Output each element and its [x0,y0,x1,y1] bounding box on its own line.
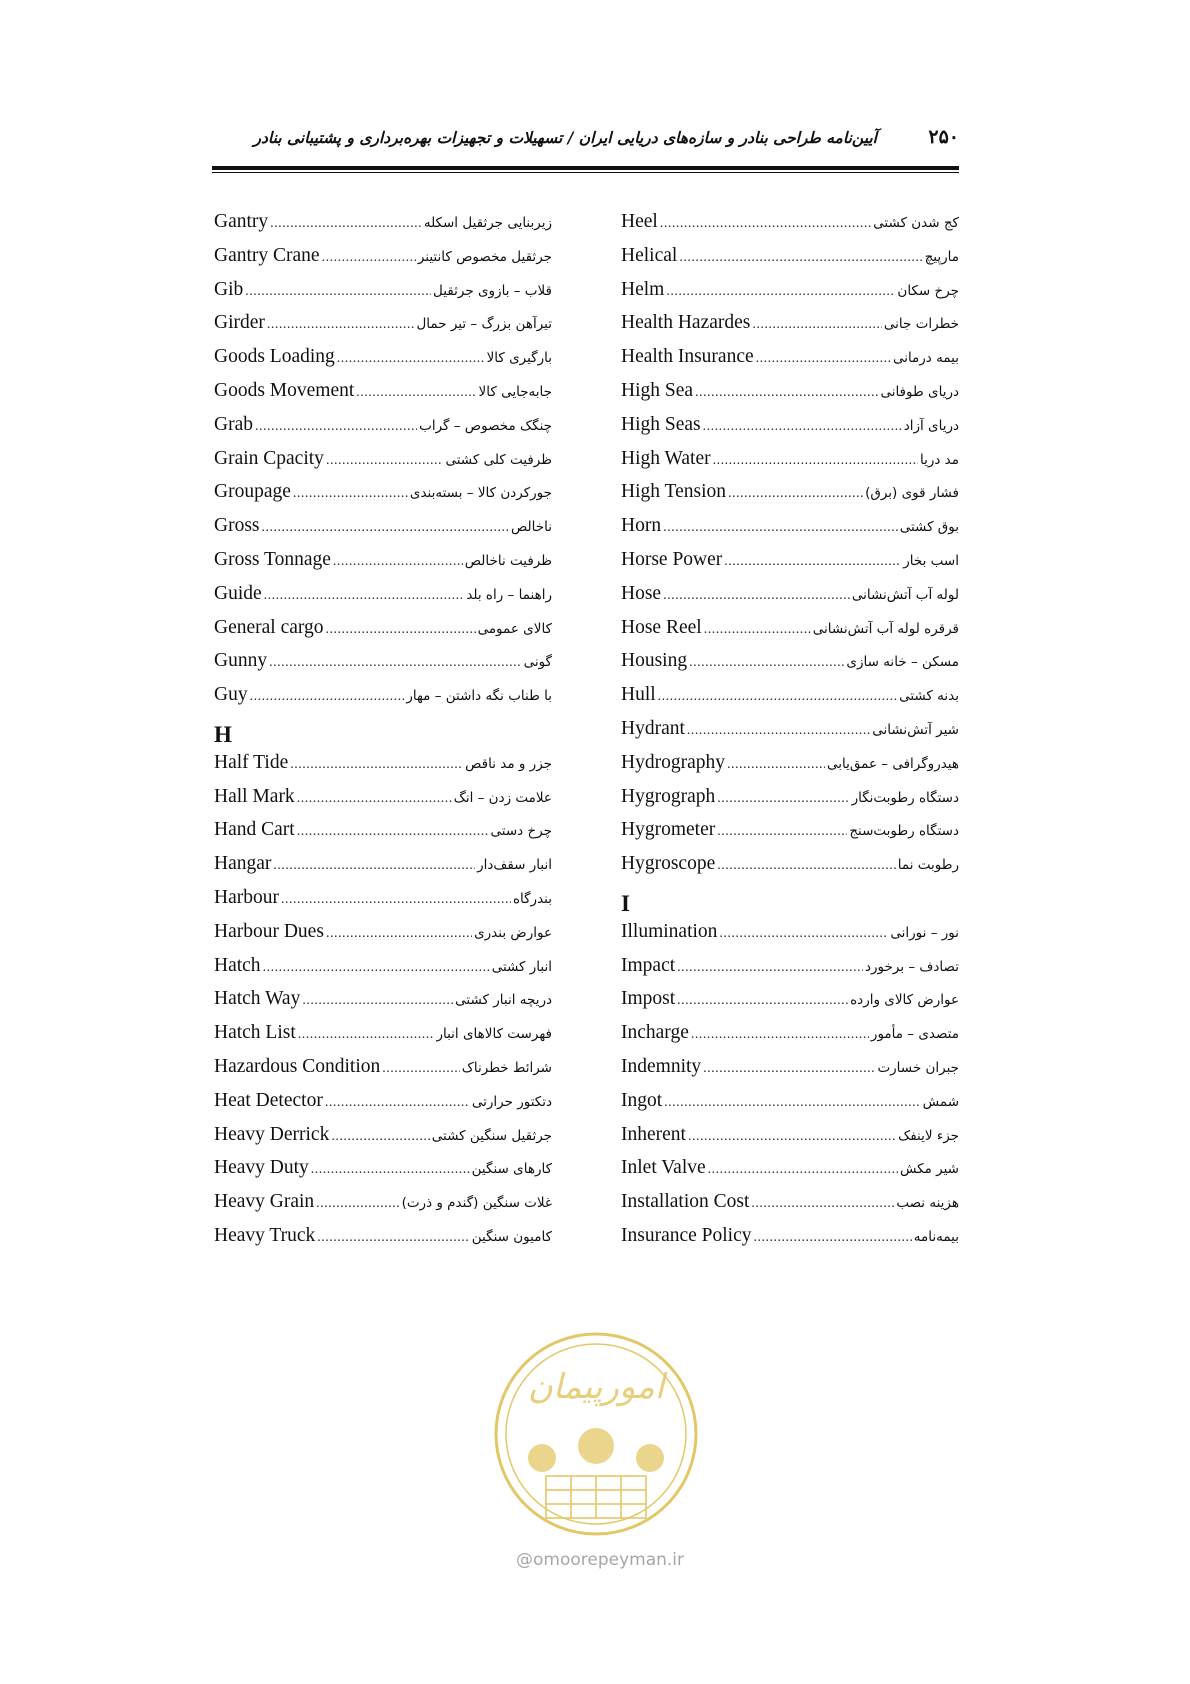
glossary-entry [621,481,959,515]
glossary-entry [214,684,552,718]
term-persian: هزینه نصب [896,1195,959,1212]
glossary-entry [214,1056,552,1090]
term-persian: شیر مکش [899,1161,959,1178]
glossary-entry [621,853,959,887]
dot-leader [297,824,489,840]
glossary-entry [214,211,552,245]
term-persian: جزء لاینفک [898,1127,959,1144]
header-rule-thick [212,166,959,170]
glossary-right-column [621,211,959,1259]
dot-leader [298,1027,435,1043]
glossary-entry [214,1225,552,1259]
watermark-logo [490,1328,702,1540]
term-english: Groupage [214,481,291,503]
glossary-entry [214,380,552,414]
glossary-entry [621,245,959,279]
term-persian: دستگاه رطوبت‌نگار [851,789,959,806]
term-persian: تصادف – برخورد [865,958,959,975]
term-persian: بندرگاه [512,890,552,907]
term-english: Guide [214,582,262,604]
term-persian: جرثقیل سنگین کشتی [431,1127,552,1144]
term-persian: دریچه انبار کشتی [455,992,552,1009]
glossary-entry [621,279,959,313]
dot-leader [703,419,902,435]
term-english: General cargo [214,616,324,638]
dot-leader [302,993,453,1009]
term-english: Housing [621,650,688,672]
term-persian: چرخ سکان [897,282,959,299]
glossary-entry [621,549,959,583]
glossary-entry [214,887,552,921]
term-persian: چرخ دستی [490,823,552,840]
glossary-entry [214,583,552,617]
dot-leader [679,250,922,266]
term-persian: بارگیری کالا [486,350,552,367]
term-persian: دستگاه رطوبت‌سنج [849,823,959,840]
glossary-entry [214,988,552,1022]
term-english: Hygroscope [621,853,716,875]
term-english: High Water [621,447,711,469]
term-persian: بیمه‌نامه [913,1228,959,1245]
term-english: Hall Mark [214,785,295,807]
dot-leader [663,520,898,536]
term-persian: بدنه کشتی [899,688,959,705]
term-persian: خطرات جانی [883,316,959,333]
glossary-entry [214,1090,552,1124]
dot-leader [719,926,888,942]
term-english: Health Hazardes [621,312,751,334]
dot-leader [322,250,416,266]
dot-leader [658,689,897,705]
glossary-left-column [214,211,552,1259]
term-persian: دریای آزاد [903,417,959,434]
dot-leader [311,1162,470,1178]
glossary-entry [214,1124,552,1158]
section-letter: H [214,721,232,747]
glossary-entry [621,583,959,617]
term-english: Gantry Crane [214,244,320,266]
term-persian: شیر آتش‌نشانی [872,721,959,738]
term-persian: جبران خسارت [877,1059,959,1076]
watermark-logo-text: امورپیمان [527,1367,665,1407]
dot-leader [756,351,891,367]
term-persian: شرائط خطرناک [461,1059,552,1076]
term-english: Hatch [214,954,261,976]
dot-leader [382,1061,460,1077]
term-persian: ظرفیت ناخالص [464,552,552,569]
glossary-entry [214,549,552,583]
term-english: Heavy Grain [214,1191,315,1213]
glossary-entry [621,988,959,1022]
term-persian: کامیون سنگین [471,1228,552,1245]
dot-leader [687,723,870,739]
term-persian: قلاب – بازوی جرثقیل [433,282,552,299]
term-english: Helical [621,244,678,266]
glossary-entry [621,346,959,380]
term-english: Hand Cart [214,819,295,841]
term-english: Heavy Truck [214,1224,316,1246]
dot-leader [717,791,849,807]
term-persian: جورکردن کالا – بسته‌بندی [409,485,552,502]
glossary-entry [214,617,552,651]
term-english: Hazardous Condition [214,1055,381,1077]
dot-leader [689,655,844,671]
dot-leader [325,1095,470,1111]
dot-leader [704,622,811,638]
glossary-entry [621,211,959,245]
dot-leader [255,419,417,435]
dot-leader [245,284,431,300]
term-english: Harbour Dues [214,920,324,942]
term-english: Gross [214,515,260,537]
glossary-entry [621,1225,959,1259]
dot-leader [703,1061,875,1077]
dot-leader [337,351,485,367]
dot-leader [727,757,825,773]
term-english: Horse Power [621,548,723,570]
term-persian: بیمه درمانی [892,350,959,367]
term-persian: کارهای سنگین [471,1161,552,1178]
dot-leader [713,453,918,469]
dot-leader [708,1162,898,1178]
page-number: ۲۵۰ [928,126,959,148]
glossary-entry [214,346,552,380]
term-persian: ظرفیت کلی کشتی [445,451,552,468]
term-english: Hydrography [621,751,725,773]
dot-leader [754,1230,912,1246]
term-english: Harbour [214,886,279,908]
dot-leader [691,1027,869,1043]
glossary-entry [621,1090,959,1124]
term-persian: انبار کشتی [491,958,552,975]
dot-leader [273,858,475,874]
term-persian: رطوبت نما [897,857,959,874]
dot-leader [717,824,847,840]
term-english: Hygrograph [621,785,716,807]
term-english: Gunny [214,650,268,672]
glossary-entry [214,245,552,279]
glossary-entry [621,1191,959,1225]
glossary-entry [214,1157,552,1191]
term-english: Heavy Duty [214,1157,309,1179]
running-title: آیین‌نامه طراحی بنادر و سازه‌های دریایی ایران / تسهیلات و تجهیزات بهره‌برداری و پشتیبانی بنادر [253,128,877,147]
dot-leader [263,960,490,976]
term-english: Hull [621,684,656,706]
glossary-entry [214,921,552,955]
glossary-entry [621,819,959,853]
glossary-entry [621,786,959,820]
term-english: Heavy Derrick [214,1123,330,1145]
dot-leader [281,892,511,908]
term-persian: فهرست کالاهای انبار [436,1026,552,1043]
header-rule-thin [212,172,959,173]
term-english: Grain Cpacity [214,447,324,469]
glossary-entry [621,1157,959,1191]
term-english: Heel [621,211,658,232]
term-english: Hatch Way [214,988,301,1010]
glossary-entry [214,279,552,313]
glossary-entry [214,752,552,786]
term-english: Inherent [621,1123,686,1145]
glossary-entry [621,414,959,448]
term-persian: دتکتور حرارتی [471,1093,552,1110]
term-english: Gantry [214,211,269,232]
dot-leader [326,453,444,469]
term-english: Goods Movement [214,379,355,401]
term-persian: کالای عمومی [477,620,552,637]
dot-leader [293,486,408,502]
dot-leader [660,216,871,232]
dot-leader [666,284,895,300]
term-english: Gross Tonnage [214,548,331,570]
dot-leader [664,1095,921,1111]
term-english: Hose Reel [621,616,702,638]
dot-leader [317,1230,469,1246]
dot-leader [695,385,878,401]
dot-leader [290,757,463,773]
dot-leader [724,554,901,570]
term-persian: لوله آب آتش‌نشانی [851,586,959,603]
term-english: Helm [621,278,665,300]
glossary-entry [621,1022,959,1056]
glossary-entry [621,684,959,718]
dot-leader [316,1196,399,1212]
dot-leader [267,317,415,333]
term-english: Incharge [621,1022,689,1044]
term-english: Hydrant [621,717,685,739]
term-persian: انبار سقف‌دار [477,857,552,874]
glossary-entry [214,955,552,989]
term-persian: متصدی – مأمور [870,1026,959,1043]
glossary-entry [214,448,552,482]
term-english: High Sea [621,379,694,401]
section-letter: I [621,890,630,916]
term-english: Health Insurance [621,346,754,368]
glossary-entry [621,448,959,482]
term-persian: مارپیچ [924,248,959,265]
term-english: Half Tide [214,751,289,773]
term-persian: جرثقیل مخصوص کانتینر [417,248,552,265]
term-persian: چنگک مخصوص – گراب [419,417,552,434]
dot-leader [250,689,405,705]
dot-leader [331,1129,429,1145]
term-english: High Tension [621,481,726,503]
term-english: Installation Cost [621,1191,750,1213]
dot-leader [677,960,863,976]
term-english: Impost [621,988,676,1010]
glossary-entry [621,312,959,346]
glossary-entry [214,515,552,549]
term-persian: جابه‌جایی کالا [478,383,552,400]
glossary-entry [214,786,552,820]
term-english: Hygrometer [621,819,716,841]
glossary-entry [214,819,552,853]
term-persian: غلات سنگین (گندم و ذرت) [401,1195,552,1212]
term-english: Horn [621,515,662,537]
term-english: Hangar [214,853,272,875]
dot-leader [262,520,510,536]
term-english: Impact [621,954,676,976]
page-header [212,126,959,156]
glossary-entry [621,515,959,549]
term-persian: هیدروگرافی – عمق‌یابی [827,755,959,772]
dot-leader [333,554,463,570]
glossary-entry [214,481,552,515]
term-english: High Seas [621,413,701,435]
dot-leader [663,588,850,604]
term-english: Heat Detector [214,1089,323,1111]
term-persian: دریای طوفانی [880,383,959,400]
glossary-entry [214,1191,552,1225]
term-persian: قرقره لوله آب آتش‌نشانی [812,620,959,637]
term-persian: عوارض بندری [474,924,552,941]
term-persian: ناخالص [511,519,552,536]
glossary-entry [621,617,959,651]
term-english: Hose [621,582,662,604]
term-english: Guy [214,684,248,706]
dot-leader [752,317,882,333]
term-english: Goods Loading [214,346,335,368]
term-persian: کج شدن کشتی [873,215,959,231]
dot-leader [270,216,422,232]
term-english: Girder [214,312,265,334]
term-english: Grab [214,413,253,435]
term-persian: راهنما – راه بلد [466,586,552,603]
term-persian: نور – نورانی [890,924,959,941]
term-persian: گونی [523,654,552,671]
dot-leader [326,926,472,942]
glossary-entry [214,312,552,346]
term-persian: با طناب نگه داشتن – مهار [406,688,552,705]
dot-leader [677,993,848,1009]
term-english: Ingot [621,1089,663,1111]
dot-leader [356,385,476,401]
dot-leader [297,791,452,807]
dot-leader [728,486,863,502]
term-persian: فشار قوی (برق) [865,485,959,502]
glossary-entry [621,1124,959,1158]
term-persian: اسب بخار [903,552,959,569]
term-persian: عوارض کالای وارده [850,992,959,1009]
glossary-entry [214,414,552,448]
dot-leader [717,858,896,874]
term-persian: مسکن – خانه سازی [846,654,959,671]
term-persian: مد دریا [919,451,959,468]
glossary-entry [621,650,959,684]
term-persian: زیربنایی جرثقیل اسکله [423,215,552,231]
term-persian: بوق کشتی [899,519,959,536]
term-persian: تیرآهن بزرگ – تیر حمال [416,316,552,333]
dot-leader [326,622,476,638]
term-persian: شمش [922,1093,959,1110]
glossary-entry [621,921,959,955]
dot-leader [269,655,521,671]
term-english: Insurance Policy [621,1224,752,1246]
dot-leader [264,588,465,604]
glossary-entry [621,955,959,989]
term-persian: علامت زدن – انگ [453,789,552,806]
term-english: Indemnity [621,1055,702,1077]
glossary-entry [621,1056,959,1090]
watermark-site: @omoorepeyman.ir [515,1550,685,1570]
term-english: Hatch List [214,1022,296,1044]
term-english: Gib [214,278,244,300]
glossary-entry [621,752,959,786]
glossary-entry [621,380,959,414]
glossary-entry [214,853,552,887]
dot-leader [751,1196,894,1212]
glossary-entry [214,1022,552,1056]
dot-leader [688,1129,896,1145]
term-english: Illumination [621,920,718,942]
term-english: Inlet Valve [621,1157,706,1179]
glossary-entry [621,718,959,752]
glossary-entry [214,650,552,684]
term-persian: جزر و مد ناقص [465,755,552,772]
